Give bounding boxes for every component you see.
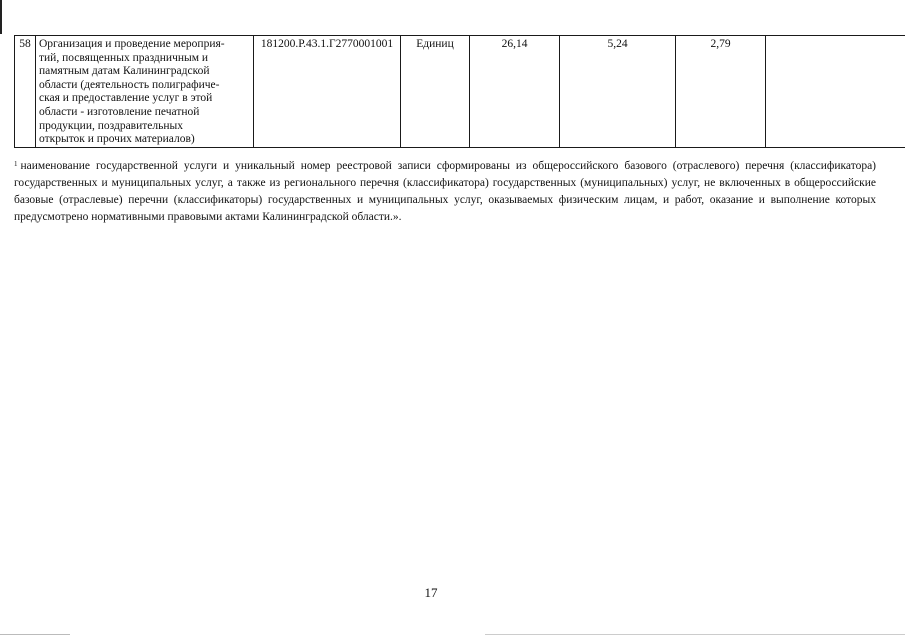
value-cell-2: 5,24: [560, 36, 676, 148]
footnote-text: наименование государственной услуги и уникальный номер реестровой записи сформированы из общероссийского базового (отраслевого) перечня (классификатора) государственных и муниципальных услуг, а также из регионального перечня (классификатора) государственных (муниципальных) услуг, не включенных в общероссийские базовые (отраслевые) перечни (классификаторы) государственных и муниципальных услуг, оказываемых физическим лицам, и работ, оказание и выполнение которых предусмотрено нормативными правовыми актами Калининградской области.».: [14, 160, 876, 223]
service-name-line: области (деятельность полиграфиче-: [39, 78, 220, 91]
services-table: [14, 35, 905, 148]
unit-cell: Единиц: [401, 36, 470, 148]
service-name-line: ская и предоставление услуг в этой: [39, 92, 213, 105]
service-name-line: продукции, поздравительных: [39, 119, 183, 132]
value-cell-3: 2,79: [676, 36, 766, 148]
service-name-line: Организация и проведение мероприя-: [39, 38, 225, 50]
scan-border-edge: [0, 0, 2, 34]
scan-bottom-edge: [485, 634, 905, 635]
service-name-cell: [36, 36, 254, 148]
value-cell-1: 26,14: [470, 36, 560, 148]
service-name-line: памятным датам Калининградской: [39, 65, 210, 78]
value-cell-4: [766, 36, 905, 148]
footnote-marker: 1: [14, 160, 18, 168]
registry-code-cell: 181200.Р.43.1.Г2770001001: [254, 36, 401, 148]
table-row: [15, 36, 905, 148]
row-number-cell: 58: [15, 36, 36, 148]
scan-bottom-edge: [0, 634, 70, 635]
service-name-line: открыток и прочих материалов): [39, 133, 195, 146]
page-number: 17: [424, 585, 438, 600]
service-name-line: области - изготовление печатной: [39, 105, 200, 118]
footnote: [14, 158, 876, 226]
service-name-line: тий, посвященных праздничным и: [39, 51, 209, 64]
